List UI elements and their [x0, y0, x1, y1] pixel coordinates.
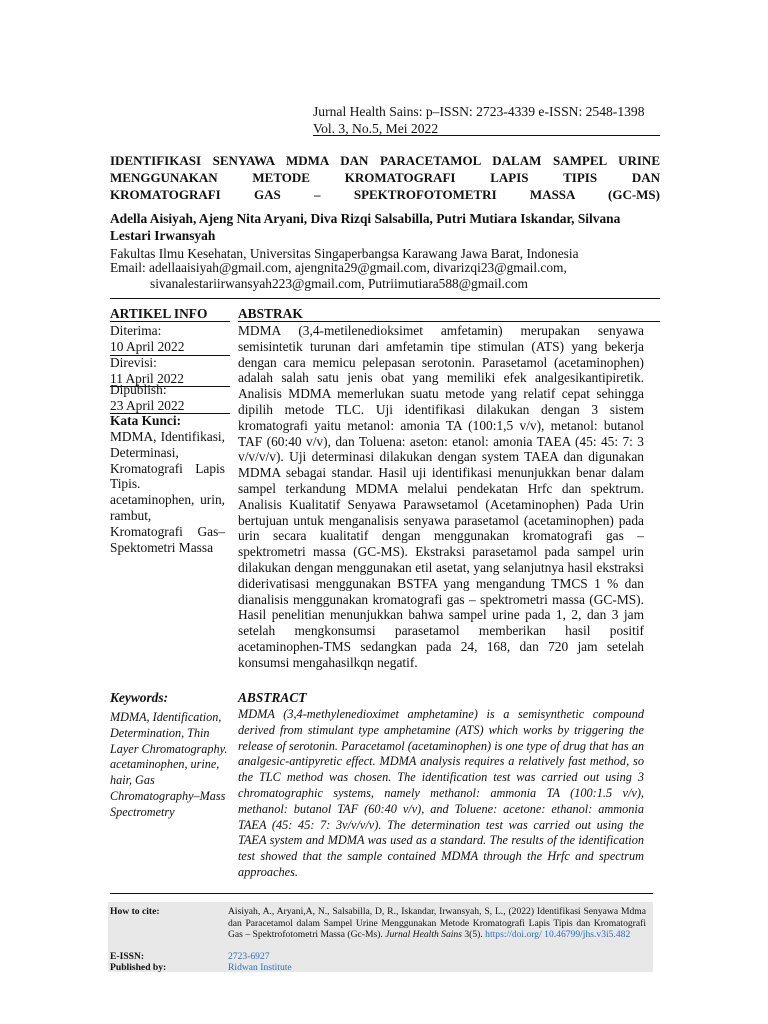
eissn-label: E-ISSN: — [110, 951, 145, 962]
title-line-1: IDENTIFIKASI SENYAWA MDMA DAN PARACETAMOL DALAM SAMPEL URINE — [110, 153, 660, 168]
citation-text — [228, 906, 646, 941]
diterima-label: Diterima: — [110, 323, 162, 338]
kata-kunci-label: Kata Kunci: — [110, 413, 182, 428]
email-line-2: sivanalestariirwansyah223@gmail.com, Putriimutiara588@gmail.com — [150, 276, 528, 291]
artikel-info-heading: ARTIKEL INFO — [110, 306, 208, 321]
abstract-body: MDMA (3,4-methylenedioximet amphetamine) is a semisynthetic compound derived from stimulant type amphetamine (ATS) which works by triggering the release of serotonin. Paracetamol (acetaminophen) is one type of drug that has an analgesic-antipyretic effect. MDMA analysis requires a relatively fast method, so the TLC method was chosen. The identification test was carried out using 3 chromatographic systems, namely methanol: ammonia TA (100:1.5 v/v), methanol: butanol TAF (60:40 v/v), and Toluene: acetone: ethanol: ammonia TAEA (45: 45: 7: 3v/v/v/v). The determination test was carried out using the TAEA system and MDMA was used as a standard. The results of the identification test showed that the sample contained MDMA through the Hrfc and spectrum approaches. — [238, 707, 644, 879]
kata-kunci-list: MDMA, Identifikasi, Determinasi, Kromatografi Lapis Tipis. acetaminophen, urin, rambut, Kromatografi Gas–Spektometri Massa — [110, 429, 225, 555]
abstrak-body: MDMA (3,4-metilenedioksimet amfetamin) merupakan senyawa semisintetik turunan dari amfetamin tipe stimulan (ATS) yang bekerja dengan cara memicu pelepasan serotonin. Parasetamol (acetaminophen) adalah salah satu jenis obat yang memiliki efek analgesikantipiretik. Analisis MDMA memerlukan suatu metode yang relatif cepat sehingga dipilih metode TLC. Uji identifikasi dilakukan dengan 3 sistem kromatografi yaitu metanol: amonia TA (100:1,5 v/v), metanol: butanol TAF (60:40 v/v), dan Toluena: aseton: etanol: amonia TAEA (45: 45: 7: 3 v/v/v/v). Uji determinasi dilakukan dengan system TAEA dan digunakan MDMA sebagai standar. Hasil uji identifikasi menunjukkan benar dalam sampel terkandung MDMA melalui pendekatan Hrfc dan spektrum. Analisis Kualitatif Senyawa Parawsetamol (Acetaminophen) Pada Urin bertujuan untuk menganalisis senyawa parasetamol (acetaminophen) pada urin secara kualitatif dengan menggunakan kromatografi gas – spektrometri massa (GC-MS). Ekstraksi parasetamol pada sampel urin dilakukan dengan menggunakan etil asetat, yang selanjutnya hasil ekstraksi diderivatisasi menggunakan BSTFA yang mengandung TMCS 1 % dan dianalisis menggunakan kromatografi gas – spektrometri massa (GC-MS). Hasil penelitian menunjukkan bahwa sampel urine pada 1, 2, dan 3 jam setelah mengkonsumsi parasetamol memberikan hasil positif acetaminophen-TMS sedangkan pada 24, 168, dan 720 jam setelah konsumsi mengahasilkqn negatif. — [238, 323, 644, 670]
direvisi-date: 11 April 2022 — [110, 371, 184, 386]
how-to-cite-label: How to cite: — [110, 906, 160, 917]
abstrak-heading: ABSTRAK — [238, 306, 303, 321]
journal-rule — [313, 135, 660, 136]
affiliation: Fakultas Ilmu Kesehatan, Universitas Singaperbangsa Karawang Jawa Barat, Indonesia — [110, 246, 579, 261]
doi-link[interactable]: https://doi.org/ 10.46799/jhs.v3i5.482 — [485, 929, 631, 941]
footer-rule — [110, 893, 653, 894]
published-by-label: Published by: — [110, 962, 167, 973]
diterima-date: 10 April 2022 — [110, 339, 185, 354]
section-top-rule — [110, 298, 660, 299]
keywords-heading: Keywords: — [110, 690, 169, 705]
dipublish-label: Dipublish: — [110, 382, 167, 397]
abstrak-rule — [238, 321, 660, 322]
authors: Adella Aisiyah, Ajeng Nita Aryani, Diva Rizqi Salsabilla, Putri Mutiara Iskandar, Silvana Lestari Irwansyah — [110, 211, 621, 243]
journal-header — [313, 103, 645, 137]
abstract-heading: ABSTRACT — [238, 690, 307, 705]
title-line-3: KROMATOGRAFI GAS – SPEKTROFOTOMETRI MASSA (GC-MS) — [110, 187, 660, 202]
citation-body: Aisiyah, A., Aryani,A, N., Salsabilla, D, R., Iskandar, Irwansyah, S, L., (2022) Identifikasi Senyawa Mdma dan Paracetamol dalam Sampel Urine Menggunakan Metode Kromatografi Lapis Tipis dan Kromatografi Gas – Spektrofotometri Massa (Gc-Ms). — [228, 906, 646, 941]
journal-issn: Jurnal Health Sains: p–ISSN: 2723-4339 e-ISSN: 2548-1398 — [313, 104, 645, 119]
artikel-info-rule — [110, 321, 230, 322]
keywords-list: MDMA, Identification, Determination, Thin Layer Chromatography. acetaminophen, urine, hair, Gas Chromatography–Mass Spectrometry — [110, 710, 228, 819]
paper-title — [110, 152, 660, 203]
citation-journal: Jurnal Health Sains — [385, 929, 462, 941]
citation-volume: 3(5). — [464, 929, 483, 941]
direvisi-label: Direvisi: — [110, 355, 157, 370]
eissn-value: 2723-6927 — [228, 951, 270, 962]
journal-volume: Vol. 3, No.5, Mei 2022 — [313, 121, 439, 136]
email-line-1: Email: adellaaisiyah@gmail.com, ajengnita29@gmail.com, divarizqi23@gmail.com, — [110, 260, 567, 275]
publisher-value: Ridwan Institute — [228, 962, 292, 973]
dipublish-date: 23 April 2022 — [110, 398, 185, 413]
title-line-2: MENGGUNAKAN METODE KROMATOGRAFI LAPIS TIPIS DAN — [110, 170, 660, 185]
